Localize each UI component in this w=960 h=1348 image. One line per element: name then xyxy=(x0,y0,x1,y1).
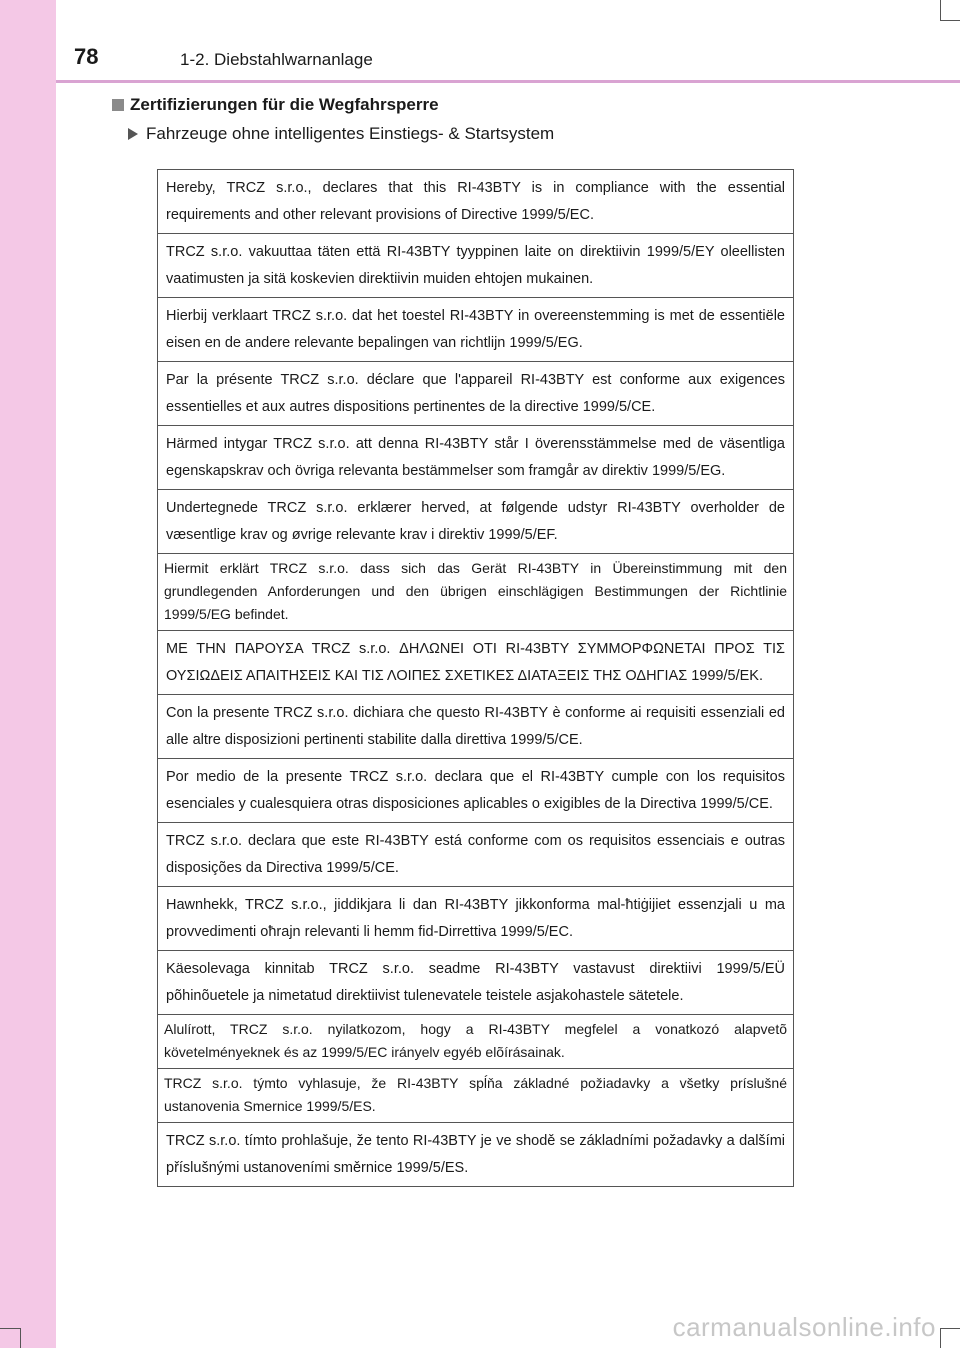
site-watermark: carmanualsonline.info xyxy=(672,1312,936,1342)
declaration-row: Con la presente TRCZ s.r.o. dichiara che questo RI-43BTY è conforme ai requisiti essenziali ed alle altre disposizioni pertinenti stabilite dalla direttiva 1999/5/CE. xyxy=(158,695,793,759)
declaration-row: Hierbij verklaart TRCZ s.r.o. dat het toestel RI-43BTY in overeenstemming is met de essentiële eisen en de andere relevante bepalingen van richtlijn 1999/5/EG. xyxy=(158,298,793,362)
declaration-row: Undertegnede TRCZ s.r.o. erklærer herved, at følgende udstyr RI-43BTY overholder de væsentlige krav og øvrige relevante krav i direktiv 1999/5/EF. xyxy=(158,490,793,554)
subsection-heading xyxy=(128,124,554,144)
declaration-table xyxy=(157,169,794,1187)
declaration-row: Por medio de la presente TRCZ s.r.o. declara que el RI-43BTY cumple con los requisitos esenciales y cualesquiera otras disposiciones aplicables o exigibles de la Directiva 1999/5/CE. xyxy=(158,759,793,823)
chapter-title: 1-2. Diebstahlwarnanlage xyxy=(180,50,373,69)
section-heading xyxy=(112,95,439,115)
side-tab xyxy=(0,0,56,1348)
crop-mark xyxy=(0,1328,20,1329)
crop-mark xyxy=(940,1328,941,1348)
declaration-row: Hawnhekk, TRCZ s.r.o., jiddikjara li dan RI-43BTY jikkonforma mal-ħtiġijiet essenzjali u ma provvedimenti oħrajn relevanti li hemm fid-Dirrettiva 1999/5/EC. xyxy=(158,887,793,951)
declaration-row: TRCZ s.r.o. týmto vyhlasuje, že RI-43BTY spĺňa základné požiadavky a všetky príslušné ustanovenia Smernice 1999/5/ES. xyxy=(158,1069,793,1123)
declaration-row: TRCZ s.r.o. tímto prohlašuje, že tento RI-43BTY je ve shodě se základními požadavky a dalšími příslušnými ustanoveními směrnice 1999/5/ES. xyxy=(166,1133,785,1176)
declaration-row: Alulírott, TRCZ s.r.o. nyilatkozom, hogy a RI-43BTY megfelel a vonatkozó alapvetõ követelményeknek és az 1999/5/EC irányelv egyéb elõírásainak. xyxy=(158,1015,793,1069)
section-heading-text: Zertifizierungen für die Wegfahrsperre xyxy=(130,95,439,114)
gray-square-icon xyxy=(112,99,124,111)
declaration-row: Käesolevaga kinnitab TRCZ s.r.o. seadme RI-43BTY vastavust direktiivi 1999/5/EÜ põhinõuetele ja nimetatud direktiivist tulenevatele teistele asjakohastele sätetele. xyxy=(158,951,793,1015)
triangle-right-icon xyxy=(128,128,138,140)
declaration-row: Härmed intygar TRCZ s.r.o. att denna RI-43BTY står I överensstämmelse med de väsentliga egenskapskrav och övriga relevanta bestämmelser som framgår av direktiv 1999/5/EG. xyxy=(158,426,793,490)
subsection-heading-text: Fahrzeuge ohne intelligentes Einstiegs- & Startsystem xyxy=(146,124,555,143)
crop-mark xyxy=(20,1328,21,1348)
header-divider xyxy=(56,80,960,83)
crop-mark xyxy=(940,0,941,20)
declaration-row: Hereby, TRCZ s.r.o., declares that this RI-43BTY is in compliance with the essential requirements and other relevant provisions of Directive 1999/5/EC. xyxy=(158,170,793,234)
declaration-row: TRCZ s.r.o. vakuuttaa täten että RI-43BTY tyyppinen laite on direktiivin 1999/5/EY oleellisten vaatimusten ja sitä koskevien direktiivin muiden ehtojen mukainen. xyxy=(158,234,793,298)
declaration-row: TRCZ s.r.o. declara que este RI-43BTY está conforme com os requisitos essenciais e outras disposições da Directiva 1999/5/CE. xyxy=(158,823,793,887)
crop-mark xyxy=(940,1328,960,1329)
declaration-row: ΜΕ ΤΗΝ ΠΑΡΟΥΣΑ TRCZ s.r.o. ΔΗΛΩΝΕΙ ΟΤΙ RI-43BTY ΣΥΜΜΟΡΦΩΝΕΤΑΙ ΠΡΟΣ ΤΙΣ ΟΥΣΙΩΔΕΙΣ ΑΠΑΙΤΗΣΕΙΣ ΚΑΙ ΤΙΣ ΛΟΙΠΕΣ ΣΧΕΤΙΚΕΣ ΔΙΑΤΑΞΕΙΣ ΤΗΣ ΟΔΗΓΙΑΣ 1999/5/ΕΚ. xyxy=(158,631,793,695)
crop-mark xyxy=(940,20,960,21)
declaration-row: Hiermit erklärt TRCZ s.r.o. dass sich das Gerät RI-43BTY in Übereinstimmung mit den grundlegenden Anforderungen und den übrigen einschlägigen Bestimmungen der Richtlinie 1999/5/EG befindet. xyxy=(158,554,793,631)
declaration-row: Par la présente TRCZ s.r.o. déclare que l'appareil RI-43BTY est conforme aux exigences essentielles et aux autres dispositions pertinentes de la directive 1999/5/CE. xyxy=(158,362,793,426)
page-number: 78 xyxy=(74,44,99,69)
